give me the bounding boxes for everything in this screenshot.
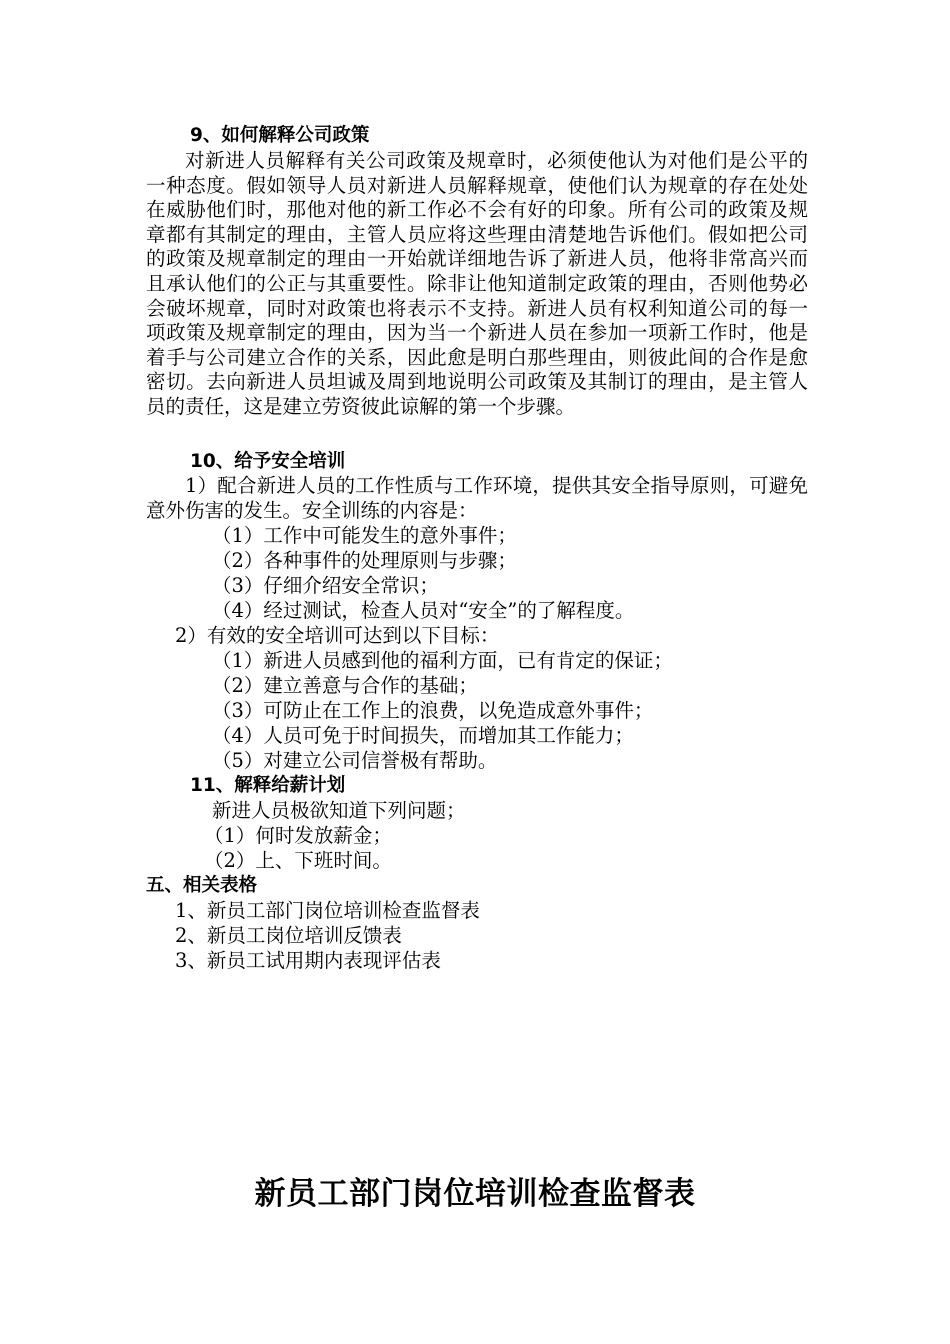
safety-goal-item: （2）建立善意与合作的基础； bbox=[212, 674, 478, 697]
section-11-intro: 新进人员极欲知道下列问题； bbox=[212, 799, 466, 822]
safety-content-item: （1）工作中可能发生的意外事件； bbox=[212, 524, 517, 547]
safety-goal-item: （5）对建立公司信誉极有帮助。 bbox=[212, 749, 498, 772]
section-9-paragraph: 对新进人员解释有关公司政策及规章时，必须使他认为对他们是公平的一种态度。假如领导人员对新进人员解释规章，使他们认为规章的存在处处在威胁他们时，那他对他的新工作必不会有好的印象。所有公司的政策及规章都有其制定的理由，主管人员应将这些理由清楚地告诉他们。假如把公司的政策及规章制定的理由一开始就详细地告诉了新进人员，他将非常高兴而且承认他们的公正与其重要性。除非让他知道制定政策的理由，否则他势必会破坏规章，同时对政策也将表示不支持。新进人员有权利知道公司的每一项政策及规章制定的理由，因为当一个新进人员在参加一项新工作时，他是着手与公司建立合作的关系，因此愈是明白那些理由，则彼此间的合作是愈密切。去向新进人员坦诚及周到地说明公司政策及其制订的理由，是主管人员的责任，这是建立劳资彼此谅解的第一个步骤。 bbox=[146, 149, 808, 418]
form-title: 新员工部门岗位培训检查监督表 bbox=[254, 1176, 696, 1212]
safety-goal-item: （4）人员可免于时间损失，而增加其工作能力； bbox=[212, 724, 634, 747]
section-10-item-2: 2）有效的安全培训可达到以下目标： bbox=[175, 624, 500, 647]
section-10-item-1: 1）配合新进人员的工作性质与工作环境，提供其安全指导原则，可避免意外伤害的发生。安全训练的内容是： bbox=[146, 474, 808, 522]
related-form-item: 3、新员工试用期内表现评估表 bbox=[175, 949, 441, 972]
safety-content-item: （2）各种事件的处理原则与步骤； bbox=[212, 549, 517, 572]
safety-goal-item: （3）可防止在工作上的浪费，以免造成意外事件； bbox=[212, 699, 654, 722]
pay-question-item: （1）何时发放薪金； bbox=[204, 824, 392, 847]
section-10-heading: 10、给予安全培训 bbox=[190, 451, 346, 472]
related-form-item: 2、新员工岗位培训反馈表 bbox=[175, 924, 402, 947]
pay-question-item: （2）上、下班时间。 bbox=[204, 849, 392, 872]
safety-content-item: （3）仔细介绍安全常识； bbox=[212, 574, 439, 597]
safety-content-item: （4）经过测试，检查人员对“安全”的了解程度。 bbox=[212, 599, 635, 622]
section-11-heading: 11、解释给薪计划 bbox=[190, 775, 346, 796]
safety-goal-item: （1）新进人员感到他的福利方面，已有肯定的保证； bbox=[212, 649, 673, 672]
related-form-item: 1、新员工部门岗位培训检查监督表 bbox=[175, 899, 480, 922]
section-5-heading: 五、相关表格 bbox=[146, 875, 258, 896]
section-9-heading: 9、如何解释公司政策 bbox=[190, 125, 370, 146]
